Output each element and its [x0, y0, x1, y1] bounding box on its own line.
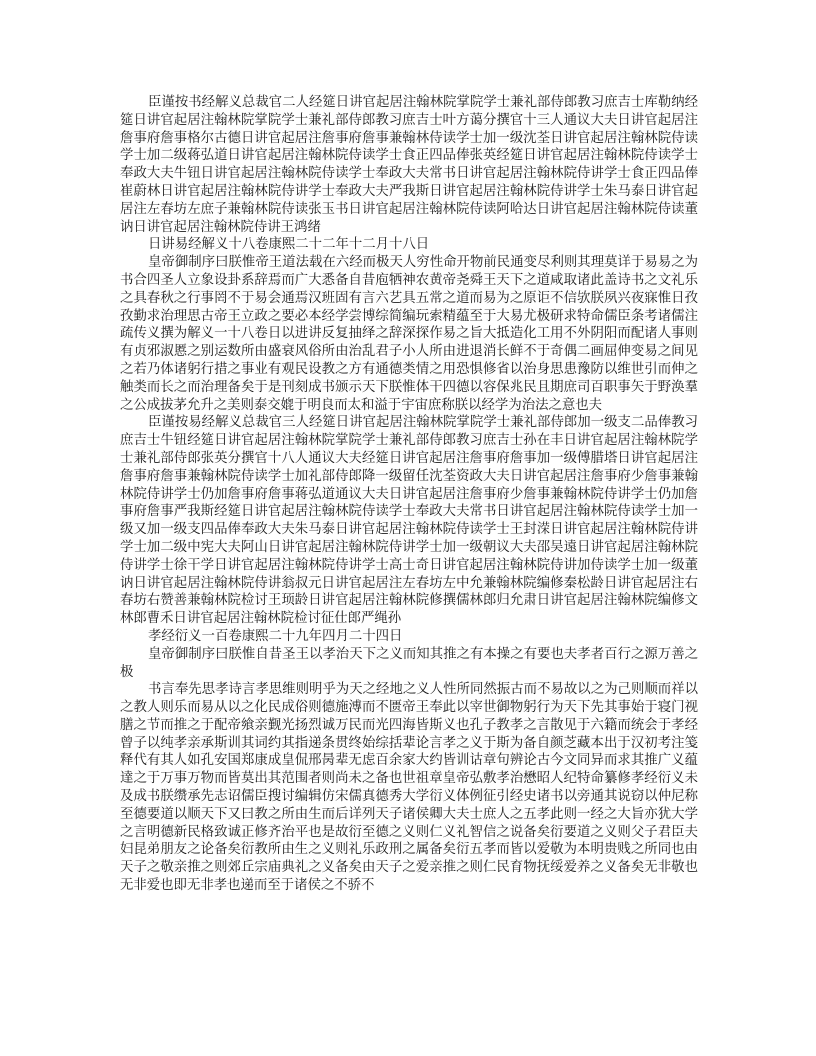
paragraph-shu-jing-compilers: 臣谨按书经解义总裁官二人经筵日讲官起居注翰林院掌院学士兼礼部侍郎教习庶吉士库勒纳经筵日讲官起居注翰林院掌院学士兼礼部侍郎教习庶吉士叶方蔼分撰官十三人通议大夫日讲官起居注詹事府詹事格尔古德日讲官起居注詹事府詹事兼翰林侍读学士加一级沈荃日讲官起居注翰林院侍读学士加二级蒋弘道日讲官起居注翰林院侍读学士食正四品俸张英经筵日讲官起居注翰林院侍读学士奉政大夫牛钮日讲官起居注翰林院侍读学士奉政大夫常书日讲官起居注翰林院侍讲学士食正四品俸崔蔚林日讲官起居注翰林院侍讲学士奉政大夫严我斯日讲官起居注翰林院侍讲学士朱马泰日讲官起居注左春坊左庶子兼翰林院侍读张玉书日讲官起居注翰林院侍读阿哈达日讲官起居注翰林院侍读董讷日讲官起居注翰林院侍讲王鸿绪 [120, 95, 698, 235]
paragraph-xiao-jing-preface-opening: 皇帝御制序曰朕惟自昔圣王以孝治天下之义而知其推之有本操之有要也夫孝者百行之源万善之极 [120, 646, 698, 680]
heading-xiao-jing-yan-yi: 孝经衍义一百卷康熙二十九年四月二十四日 [148, 628, 403, 644]
document-page [120, 94, 698, 895]
paragraph-yi-jing-preface: 皇帝御制序曰朕惟帝王道法载在六经而极天人穷性命开物前民通变尽利则其理莫详于易易之为书合四圣人立象设卦系辞焉而广大悉备自昔庖牺神农黄帝尧舜王天下之道咸取诸此盖诗书之文礼乐之具春秋之行事罔不于易会通焉汉班固有言六艺具五常之道而易为之原讵不信欤朕夙兴夜寐惟日孜孜勤求治理思古帝王立政之要必本经学尝博综简编玩索精蕴至于大易尤极研求特命儒臣条考诸儒注疏传义撰为解义一十八卷日以进讲反复抽绎之辞深探作易之旨大抵造化工用不外阴阳而配诸人事则有贞邪淑慝之别运数所由盛衰风俗所由治乱君子小人所由进退消长鲜不于奇偶二画屈伸变易之间见之若乃体诸躬行措之事业有观民设教之方有通德类情之用恐惧修省以治身思患豫防以维世引而伸之触类而长之而治理备矣于是刊刻成书颁示天下朕惟体干四德以容保兆民且期庶司百职事矢于野涣羣之公成拔茅允升之美则泰交媲于明良而太和溢于宇宙庶称朕以经学为治法之意也夫 [120, 255, 698, 413]
paragraph-yi-jing-compilers: 臣谨按易经解义总裁官三人经筵日讲官起居注翰林院掌院学士兼礼部侍郎加一级支二品俸教习庶吉士牛钮经筵日讲官起居注翰林院掌院学士兼礼部侍郎教习庶吉士孙在丰日讲官起居注翰林院学士兼礼部侍郎张英分撰官十八人通议大夫经筵日讲官起居注詹事府詹事加一级傅腊塔日讲官起居注詹事府詹事兼翰林院侍读学士加礼部侍郎降一级留任沈荃资政大夫日讲官起居注詹事府少詹事兼翰林院侍讲学士仍加詹事府詹事蒋弘道通议大夫日讲官起居注詹事府少詹事兼翰林院侍讲学士仍加詹事府詹事严我斯经筵日讲官起居注翰林院侍读学士奉政大夫常书日讲官起居注翰林院侍读学士加一级又加一级支四品俸奉政大夫朱马泰日讲官起居注翰林院侍读学士王封溁日讲官起居注翰林院侍讲学士加二级中宪大夫阿山日讲官起居注翰林院侍讲学士加一级朝议大夫邵吴遠日讲官起居注翰林院侍讲学士徐干学日讲官起居注翰林院侍讲学士高士奇日讲官起居注翰林院侍讲加侍读学士加一级董讷日讲官起居注翰林院侍讲翁叔元日讲官起居注左春坊左中允兼翰林院编修秦松龄日讲官起居注右春坊右赞善兼翰林院检讨王顼龄日讲官起居注翰林院修撰儒林郎归允肃日讲官起居注翰林院编修文林郎曹禾日讲官起居注翰林院检讨征仕郎严绳孙 [120, 415, 698, 627]
paragraph-xiao-jing-preface-body: 书言奉先思孝诗言孝思维则明乎为天之经地之义人性所同然振古而不易故以之为己则顺而祥以之教人则乐而易从以之化民成俗则德施溥而不匮帝王奉此以宰世御物躬行为天下先其事始于寝门视膳之节而推之于配帝飨亲觐光扬烈诚万民而光四海皆斯义也孔子教孝之言散见于六籍而统会于孝经曾子以纯孝亲承斯训其词约其指递条贯终始综括辈论言孝之义于斯为备自颜芝藏本出于汉初考注笺释代有其人如孔安国郑康成皇侃邢昺辈无虑百余家大约皆训诂章句辨论古今文同异而求其推广义蕴達之于万事万物而皆莫出其范围者则尚未之备也世祖章皇帝弘敷孝治懋昭人纪特命纂修孝经衍义未及成书朕缵承先志诏儒臣搜讨编辑仿宋儒真德秀大学衍义体例征引经史诸书以旁通其说窃以仲尼称至德要道以顺天下又曰教之所由生而后详列天子诸侯卿大夫士庶人之五孝此则一经之大旨亦犹大学之言明德新民格致诚正修齐治平也是故衍至德之义则仁义礼智信之说备矣衍要道之义则父子君臣夫妇昆弟朋友之论备矣衍教所由生之义则礼乐政刑之属备矣衍五孝而皆以爱敬为本明贵贱之所同也由天子之敬亲推之则郊丘宗庙典礼之义备矣由天子之爱亲推之则仁民育物抚绥爱养之义备矣无非敬也无非爱也即无非孝也递而至于诸侯之不骄不 [120, 682, 698, 894]
heading-yi-jing-jie-yi: 日讲易经解义十八卷康熙二十二年十二月十八日 [148, 237, 430, 253]
